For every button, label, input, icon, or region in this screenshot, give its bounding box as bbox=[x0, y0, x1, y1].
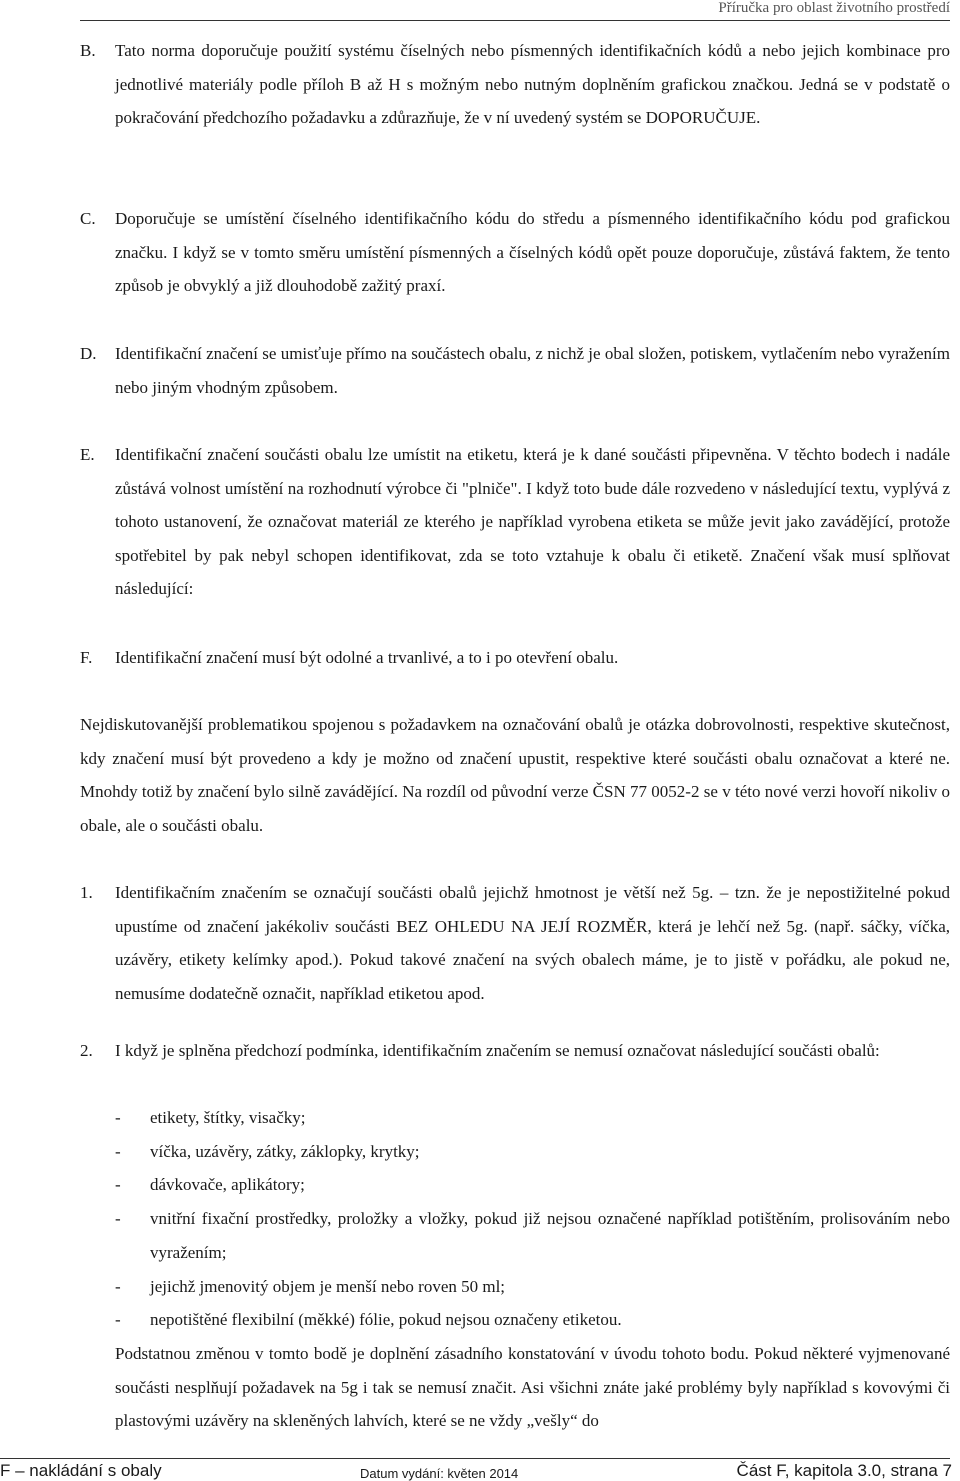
item-f bbox=[80, 641, 950, 675]
numbered-item-1-label: 1. bbox=[80, 883, 93, 902]
dash-item bbox=[115, 1101, 950, 1135]
dash-item bbox=[115, 1202, 950, 1269]
item-e-text: Identifikační značení součásti obalu lze umístit na etiketu, která je k dané součásti připevněna. V těchto bodech i nadále zůstává volnost umístění na rozhodnutí výrobce či "plniče". I když toto bude dále rozvedeno v následující textu, vyplývá z tohoto ustanovení, že označovat materiál ze kterého je například vyrobena etiketa se může jevit jako zavádějící, protože spotřebitel by pak nebyl schopen identifikovat, zda se toto vztahuje k obalu či etiketě. Značení však musí splňovat následující: bbox=[115, 445, 950, 599]
dash-item bbox=[115, 1270, 950, 1304]
dash-bullet: - bbox=[115, 1310, 121, 1329]
dash-item bbox=[115, 1303, 950, 1337]
item-c-text: Doporučuje se umístění číselného identifikačního kódu do středu a písmenného identifikačního kódu pod grafickou značku. I když se v tomto směru umístění písmenných a číselných kódů opět pouze doporučuje, zůstává faktem, že tento způsob je obvyklý a již dlouhodobě zažitý praxí. bbox=[115, 209, 950, 296]
dash-item-text: etikety, štítky, visačky; bbox=[150, 1108, 306, 1127]
dash-item bbox=[115, 1135, 950, 1169]
dash-bullet: - bbox=[115, 1175, 121, 1194]
discussion-paragraph: Nejdiskutovanější problematikou spojenou s požadavkem na označování obalů je otázka dobrovolnosti, respektive skutečnost, kdy značení musí být provedeno a kdy je možno od značení upustit, respektive které součásti obalu označovat a které ne. Mnohdy totiž by značení bylo silně zavádějící. Na rozdíl od původní verze ČSN 77 0052-2 se v této nové verzi hovoří nikoliv o obale, ale o součásti obalu. bbox=[80, 715, 950, 835]
item-c-label: C. bbox=[80, 209, 96, 228]
numbered-item-2 bbox=[80, 1034, 950, 1068]
item-b-text: Tato norma doporučuje použití systému číselných nebo písmenných identifikačních kódů a nebo jejich kombinace pro jednotlivé materiály podle příloh B až H s možným nebo nutným doplněním grafickou značkou. Jedná se v podstatě o pokračování předchozího požadavku a zdůrazňuje, že v ní uvedený systém se DOPORUČUJE. bbox=[115, 41, 950, 128]
footer-date: Datum vydání: květen 2014 bbox=[360, 1466, 519, 1481]
dash-bullet: - bbox=[115, 1142, 121, 1161]
item-c bbox=[80, 202, 950, 303]
numbered-item-2-label: 2. bbox=[80, 1041, 93, 1060]
dash-item-text: jejichž jmenovitý objem je menší nebo roven 50 ml; bbox=[150, 1277, 506, 1296]
dash-item bbox=[115, 1168, 950, 1202]
item-d-text: Identifikační značení se umisťuje přímo na součástech obalu, z nichž je obal složen, potiskem, vytlačením nebo vyražením nebo jiným vhodným způsobem. bbox=[115, 344, 950, 397]
item-b-label: B. bbox=[80, 41, 96, 60]
dash-bullet: - bbox=[115, 1277, 121, 1296]
item-f-text: Identifikační značení musí být odolné a trvanlivé, a to i po otevření obalu. bbox=[115, 648, 619, 667]
item-e bbox=[80, 438, 950, 606]
item-b bbox=[80, 34, 950, 135]
dash-item-text: víčka, uzávěry, zátky, záklopky, krytky; bbox=[150, 1142, 420, 1161]
numbered-item-1-text: Identifikačním značením se označují součásti obalů jejichž hmotnost je větší než 5g. – tzn. že je nepostižitelné pokud upustíme od značení jakékoliv součásti BEZ OHLEDU NA JEJÍ ROZMĚR, která je lehčí než 5g. (např. sáčky, víčka, uzávěry, etikety kelímky apod.). Pokud takové značení na svých obalech máme, je to jistě v pořádku, ale pokud ne, nemusíme dodatečně označit, například etiketou apod. bbox=[115, 883, 950, 1003]
dash-item-text: vnitřní fixační prostředky, proložky a vložky, pokud již nejsou označené například potištěním, prolisováním nebo vyražením; bbox=[150, 1209, 950, 1262]
numbered-item-2-text: I když je splněna předchozí podmínka, identifikačním značením se nemusí označovat následující součásti obalů: bbox=[115, 1041, 880, 1060]
item-f-label: F. bbox=[80, 648, 93, 667]
footer-rule bbox=[0, 1458, 950, 1459]
item-d-label: D. bbox=[80, 344, 97, 363]
dash-bullet: - bbox=[115, 1209, 121, 1228]
running-header: Příručka pro oblast životního prostředí bbox=[718, 0, 950, 16]
item-e-label: E. bbox=[80, 445, 95, 464]
numbered-item-1 bbox=[80, 876, 950, 1010]
footer-section: F – nakládání s obaly bbox=[0, 1461, 162, 1480]
header-rule bbox=[80, 20, 950, 21]
item-d bbox=[80, 337, 950, 404]
footer-page: Část F, kapitola 3.0, strana 7 bbox=[736, 1461, 952, 1480]
dash-bullet: - bbox=[115, 1108, 121, 1127]
dash-item-text: dávkovače, aplikátory; bbox=[150, 1175, 305, 1194]
closing-paragraph: Podstatnou změnou v tomto bodě je doplnění zásadního konstatování v úvodu tohoto bodu. Pokud některé vyjmenované součásti nesplňují požadavek na 5g i tak se nemusí značit. Asi všichni znáte jaké problémy byly například s kovovými či plastovými uzávěry na skleněných lahvích, které se ne vždy „vešly“ do bbox=[115, 1344, 950, 1431]
dash-item-text: nepotištěné flexibilní (měkké) fólie, pokud nejsou označeny etiketou. bbox=[150, 1310, 622, 1329]
